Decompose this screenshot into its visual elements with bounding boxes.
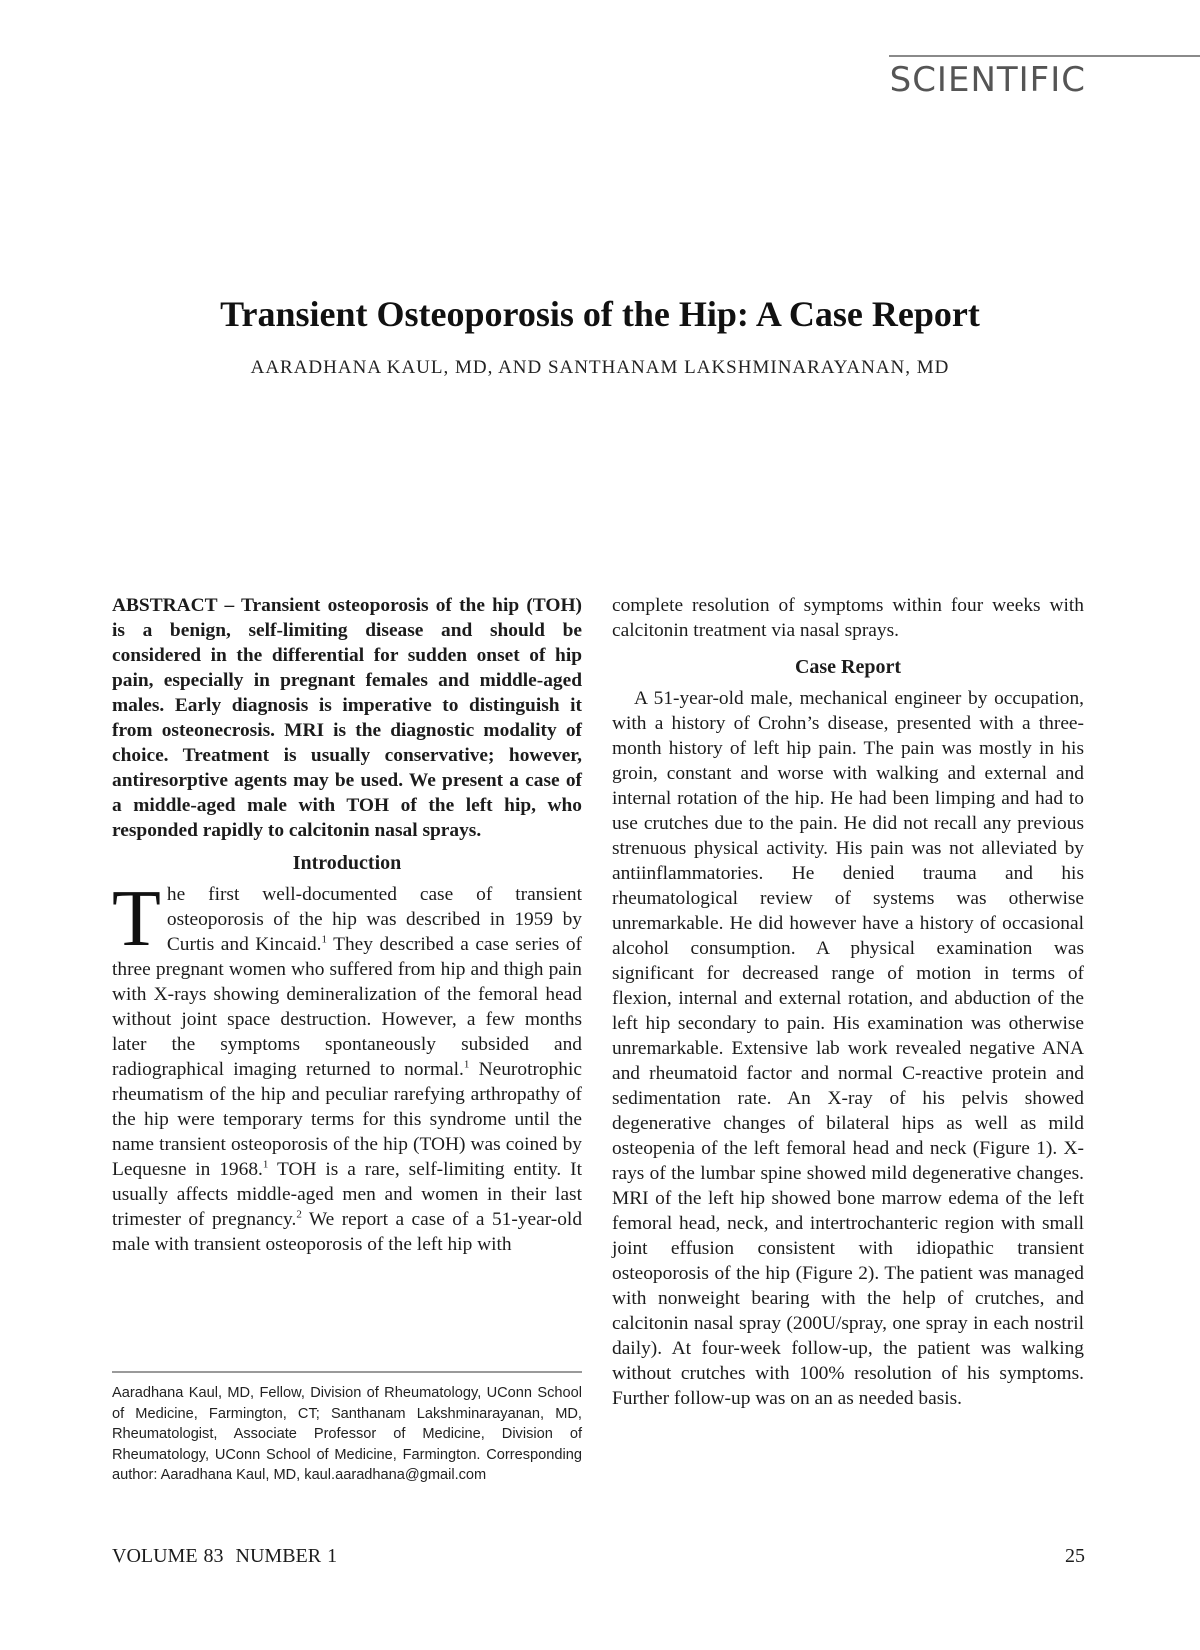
intro-text: Neurotrophic rheumatism of the hip and peculiar rarefying arthropathy of the hip were temporary terms for this syndrome until the name transient osteoporosis of the hip (TOH) was coined by Lequesne in 1968. [112, 1059, 582, 1180]
section-rule [889, 55, 1200, 57]
reference-marker: 1 [321, 933, 327, 946]
author-footnote: Aaradhana Kaul, MD, Fellow, Division of Rheumatology, UConn School of Medicine, Farmington, CT; Santhanam Lakshminarayanan, MD, Rheumatologist, Associate Professor of Medicine, Division of Rheumatology, UConn School of Medicine, Farmington. Corresponding author: Aaradhana Kaul, MD, kaul.aaradhana@gmail.com [112, 1385, 582, 1483]
article-authors: AARADHANA KAUL, MD, AND SANTHANAM LAKSHMINARAYANAN, MD [250, 357, 950, 378]
drop-cap: T [112, 875, 161, 963]
reference-marker: 1 [463, 1058, 470, 1071]
abstract: ABSTRACT – Transient osteoporosis of the hip (TOH) is a benign, self-limiting disease and should be considered in the differential for sudden onset of hip pain, especially in pregnant females and middle-aged males. Early diagnosis is imperative to distinguish it from osteonecrosis. MRI is the diagnostic modality of choice. Treatment is usually conservative; however, antiresorptive agents may be used. We present a case of a middle-aged male with TOH of the left hip, who responded rapidly to calcitonin nasal sprays. [112, 595, 582, 841]
reference-marker: 2 [296, 1208, 302, 1221]
left-column [112, 593, 582, 1257]
article-title: Transient Osteoporosis of the Hip: A Case Report [220, 294, 980, 334]
reference-marker: 1 [262, 1158, 269, 1171]
intro-text: They described a case series of three pregnant women who suffered from hip and thigh pain with X-rays showing demineralization of the femoral head without joint space destruction. However, a few months later the symptoms spontaneously subsided and radiographical imaging returned to normal. [112, 934, 582, 1080]
journal-issue [112, 1545, 337, 1568]
introduction-continuation: complete resolution of symptoms within four weeks with calcitonin treatment via nasal sprays. [612, 595, 1084, 641]
volume-label: VOLUME 83 [112, 1545, 224, 1567]
introduction-paragraph [112, 875, 583, 1257]
section-label: SCIENTIFIC [889, 60, 1086, 100]
footnote-rule [112, 1371, 582, 1373]
intro-text: he first well-documented case of transient osteoporosis of the hip was described in 1959 by Curtis and Kincaid. [166, 884, 582, 955]
page-number: 25 [1065, 1545, 1085, 1567]
right-column [612, 593, 1084, 1411]
case-report-heading: Case Report [794, 656, 902, 678]
intro-text: TOH is a rare, self-limiting entity. It usually affects middle-aged men and women in their last trimester of pregnancy. [112, 1159, 583, 1230]
number-label: NUMBER 1 [235, 1545, 338, 1567]
introduction-heading: Introduction [292, 852, 402, 874]
case-report-paragraph: A 51-year-old male, mechanical engineer by occupation, with a history of Crohn’s disease, presented with a three-month history of left hip pain. The pain was mostly in his groin, constant and worse with walking and external and internal rotation of the hip. He had been limping and had to use crutches due to the pain. He did not recall any previous strenuous physical activity. His pain was not alleviated by antiinflammatories. He denied trauma and his rheumatological review of systems was otherwise unremarkable. He did however have a history of occasional alcohol consumption. A physical examination was significant for decreased range of motion in terms of flexion, internal and external rotation, and abduction of the left hip secondary to pain. His examination was otherwise unremarkable. Extensive lab work revealed negative ANA and rheumatoid factor and normal C-reactive protein and sedimentation rate. An X-ray of his pelvis showed degenerative changes of bilateral hips as well as mild osteopenia of the left femoral head and neck (Figure 1). X-rays of the lumbar spine showed mild degenerative changes. MRI of the left hip showed bone marrow edema of the left femoral head, neck, and intertrochanteric region with small joint effusion consistent with idiopathic transient osteoporosis of the hip (Figure 2). The patient was managed with nonweight bearing with the help of crutches, and calcitonin nasal spray (200U/spray, one spray in each nostril daily). At four-week follow-up, the patient was walking without crutches with 100% resolution of his symptoms. Further follow-up was on an as needed basis. [612, 688, 1084, 1409]
intro-text: We report a case of a 51-year-old male with transient osteoporosis of the left hip with [112, 1209, 583, 1255]
